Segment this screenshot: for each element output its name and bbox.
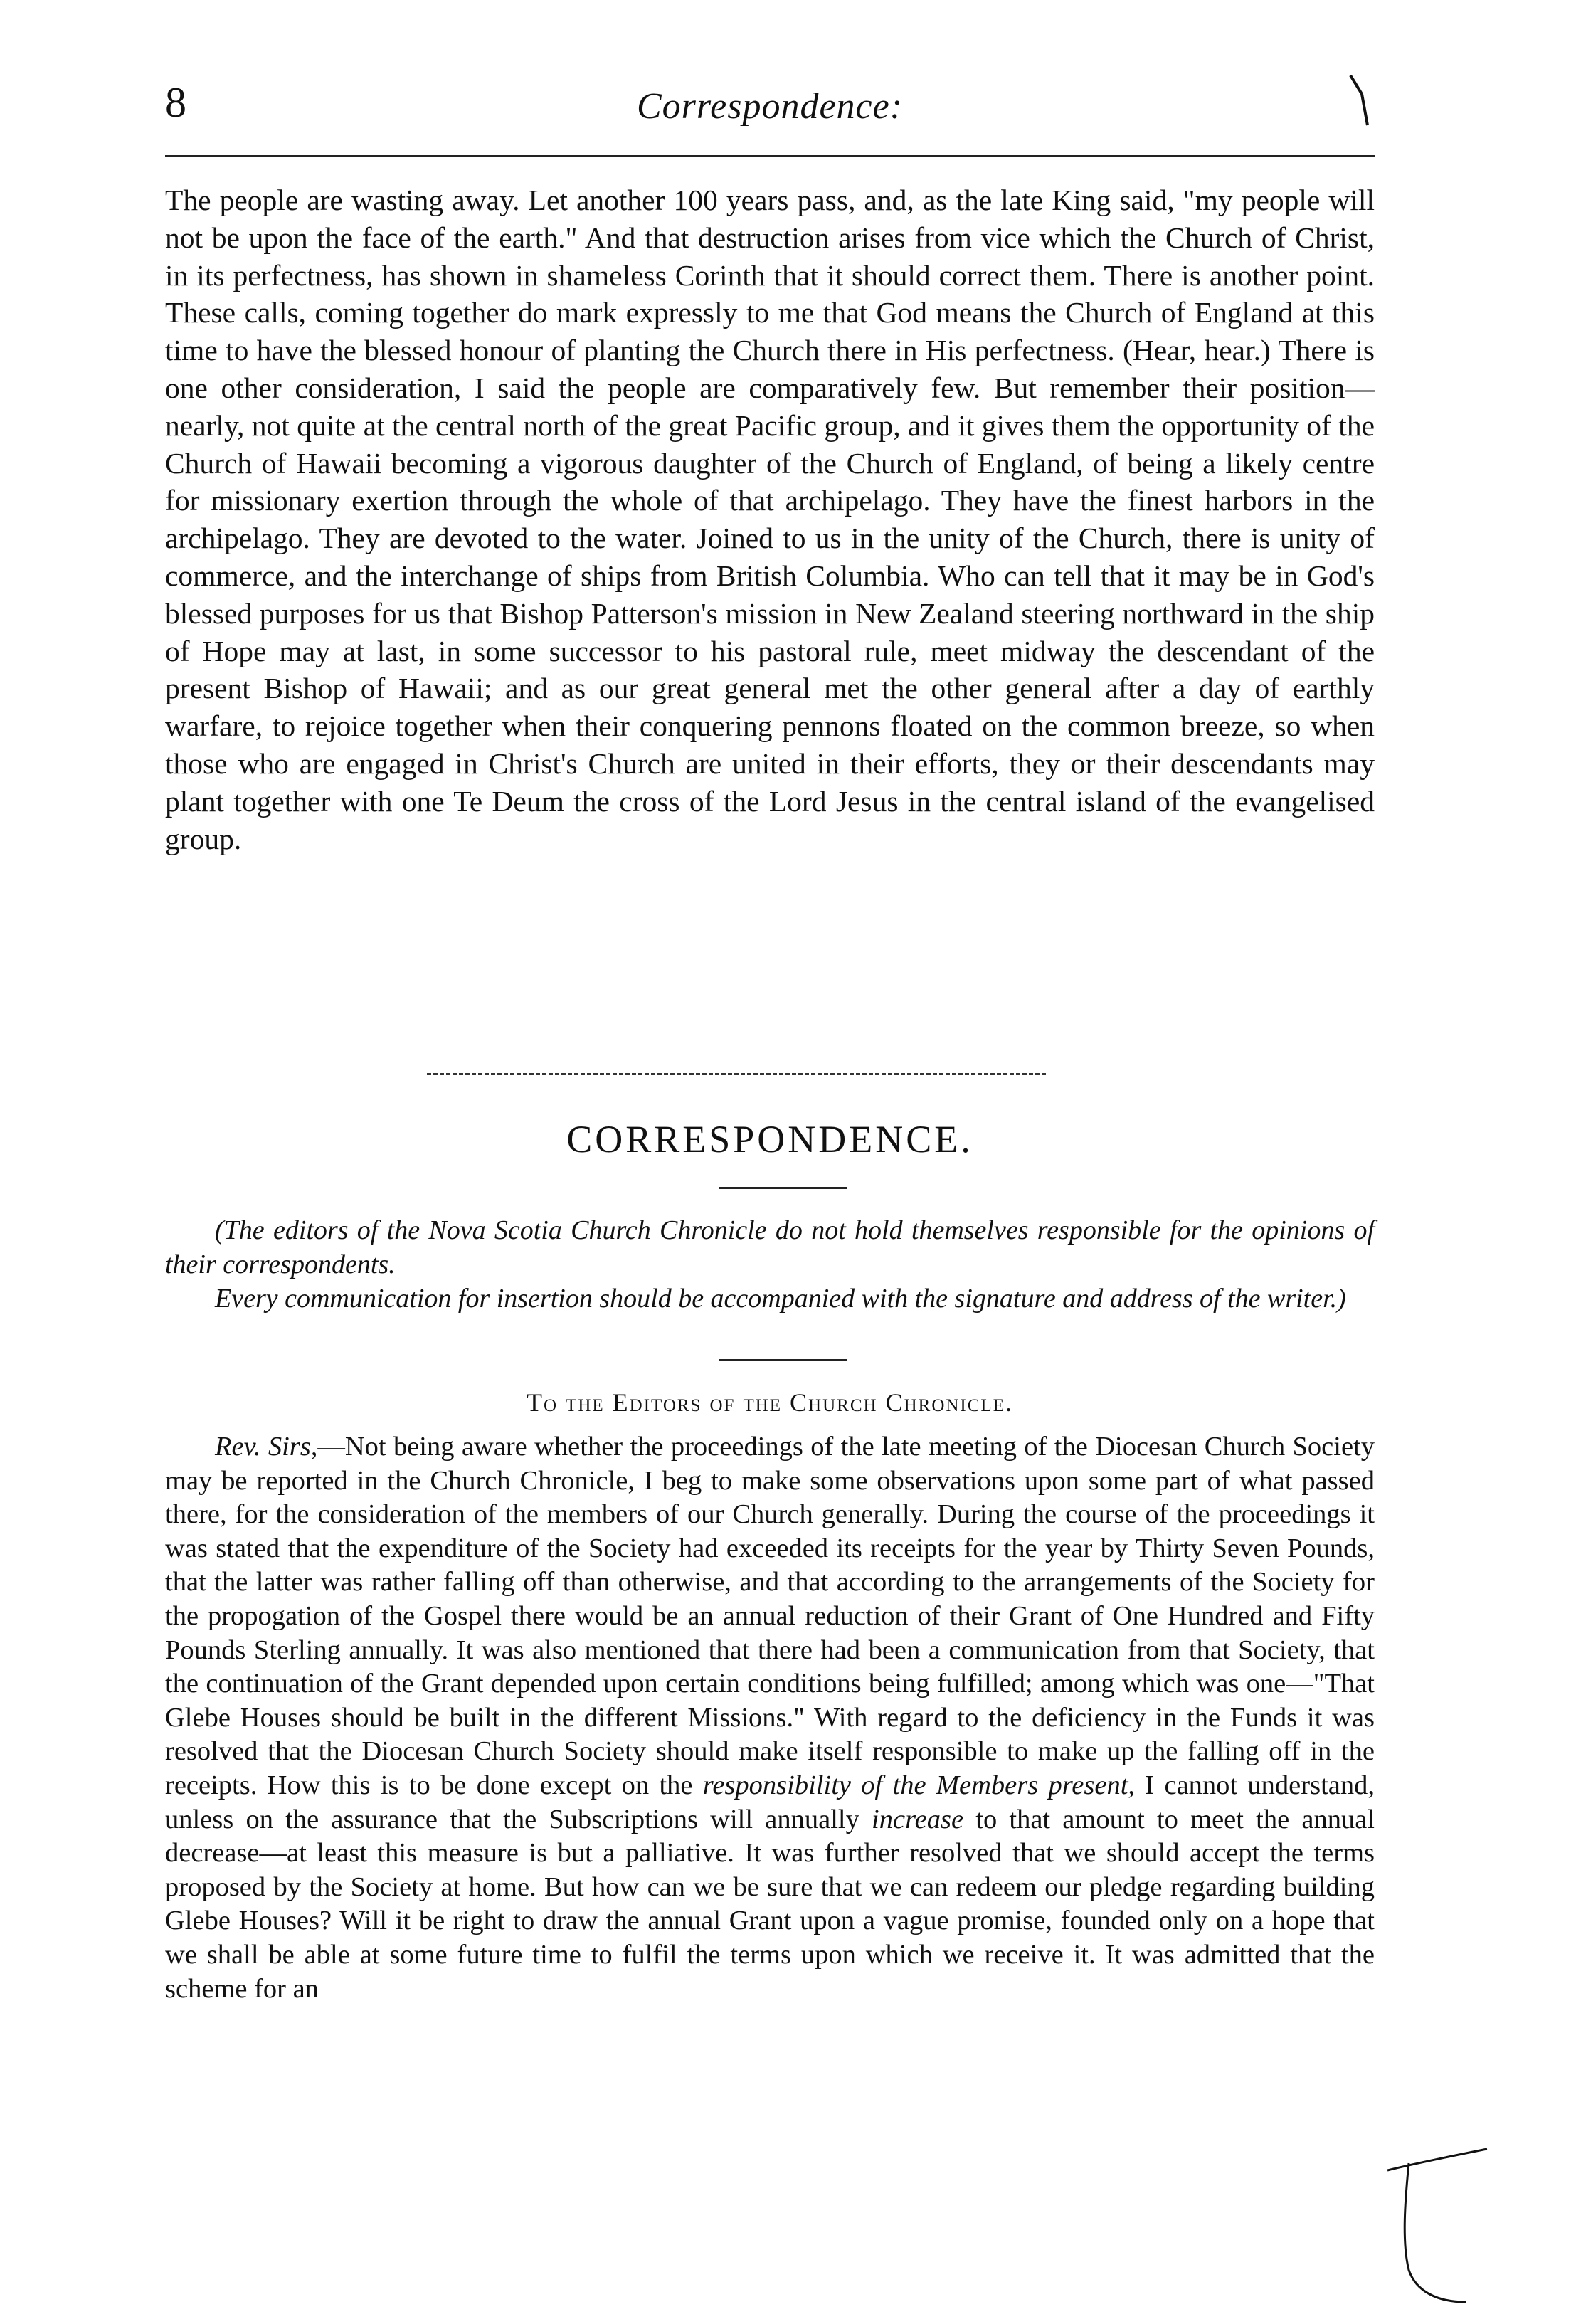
article-text: The people are wasting away. Let another 100 years pass, and, as the late King said, "my people will not be upon the face of the earth." And that destruction arises from vice which the Church of Christ, in its perfectness, has shown in shameless Corinth that it should correct them. There is another point. These calls, coming together do mark expressly to me that God means the Church of England at this time to have the blessed honour of planting the Church there in His perfectness. (Hear, hear.) There is one other consideration, I said the people are comparatively few. But remember their position—nearly, not quite at the central north of the great Pacific group, and it gives them the opportunity of the Church of Hawaii becoming a vigorous daughter of the Church of England, of being a likely centre for missionary exertion through the whole of that archipelago. They have the finest harbors in the archipelago. They are devoted to the water. Joined to us in the unity of the Church, there is unity of commerce, and the interchange of ships from British Columbia. Who can tell that it may be in God's blessed purposes for us that Bishop Patterson's mission in New Zealand steering northward in the ship of Hope may at last, in some successor to his pastoral rule, meet midway the descendant of the present Bishop of Hawaii; and as our great general met the other general after a day of earthly warfare, to rejoice together when their conquering pennons floated on the common breeze, so when those who are engaged in Christ's Church are united in their efforts, they or their descendants may plant together with one Te Deum the cross of the Lord Jesus in the central island of the evangelised group.: [165, 184, 1375, 855]
letter-body: [165, 1430, 1375, 2006]
letter-emphasis-2: increase: [872, 1804, 964, 1834]
editorial-note-signature: Every communication for insertion should be accompanied with the signature and address of the writer.): [215, 1284, 1346, 1314]
page-number: 8: [165, 79, 186, 126]
stray-pen-mark-icon: [1346, 73, 1375, 130]
note-rule: [719, 1359, 847, 1361]
header-rule: [165, 155, 1375, 157]
margin-pen-mark-icon: [1387, 2142, 1494, 2305]
section-heading: CORRESPONDENCE.: [566, 1118, 973, 1161]
heading-rule: [719, 1187, 847, 1189]
editorial-note-disclaimer: (The editors of the Nova Scotia Church Chronicle do not hold themselves responsible for the opinions of their correspondents.: [165, 1215, 1375, 1279]
letter-text-part-1: —Not being aware whether the proceedings of the late meeting of the Diocesan Church Society may be reported in the Church Chronicle, I beg to make some observations upon some part of what passed there, for the consideration of the members of our Church generally. During the course of the proceedings it was stated that the expenditure of the Society had exceeded its receipts for the year by Thirty Seven Pounds, that the latter was rather falling off than otherwise, and that according to the arrangements of the Society for the propogation of the Gospel there would be an annual reduction of their Grant of One Hundred and Fifty Pounds Sterling annually. It was also mentioned that there had been a communication from that Society, that the continuation of the Grant depended upon certain conditions being fulfilled; among which was one—"That Glebe Houses should be built in the different Missions." With regard to the deficiency in the Funds it was resolved that the Diocesan Church Society should make itself responsible to make up the falling off in the receipts. How this is to be done except on the: [165, 1432, 1375, 1800]
letter-salutation: Rev. Sirs,: [215, 1432, 318, 1462]
page-header: [165, 64, 1375, 149]
editorial-note: [165, 1213, 1375, 1316]
section-divider: [427, 1073, 1046, 1075]
letter-heading: To the Editors of the Church Chronicle.: [527, 1388, 1013, 1417]
running-title: Correspondence:: [636, 86, 904, 127]
letter-text-part-3: to that amount to meet the annual decrease—at least this measure is but a palliative. It was further resolved that we should accept the terms proposed by the Society at home. But how can we be sure that we can redeem our pledge regarding building Glebe Houses? Will it be right to draw the annual Grant upon a vague promise, founded only on a hope that we shall be able at some future time to fulfil the terms upon which we receive it. It was admitted that the scheme for an: [165, 1804, 1375, 2004]
letter-emphasis-1: responsibility of the Members present,: [702, 1770, 1136, 1800]
letter-text-part-2: I cannot understand, unless on the assurance that the Subscriptions will annually: [165, 1770, 1375, 1834]
